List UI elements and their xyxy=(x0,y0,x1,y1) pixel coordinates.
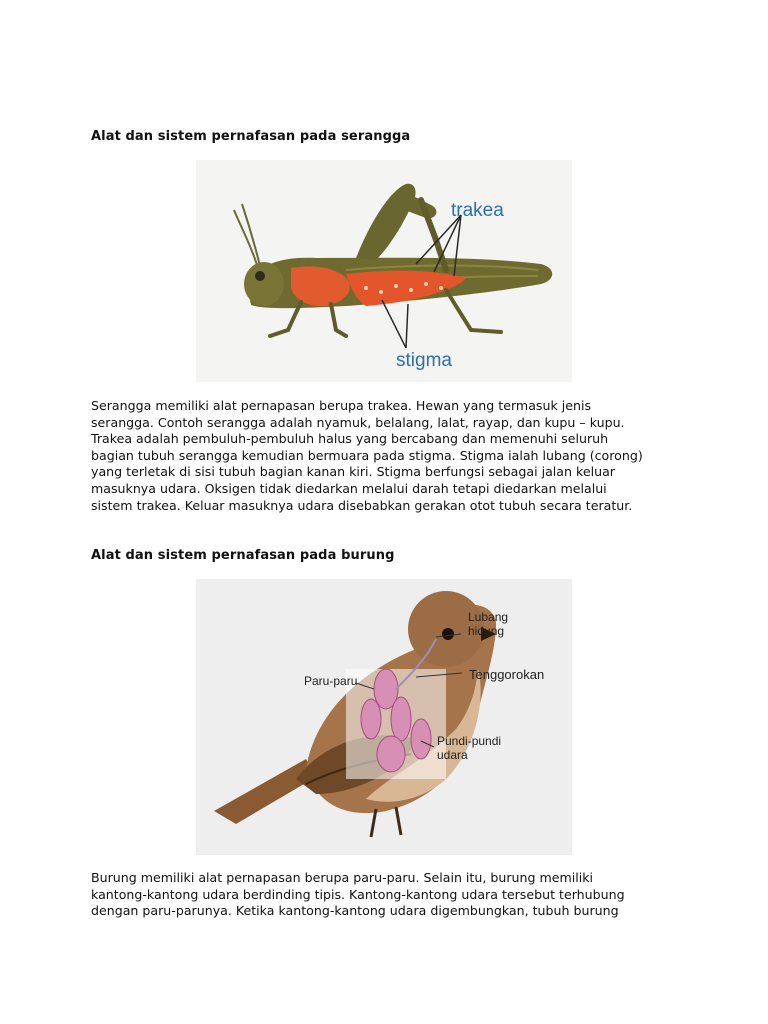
paragraph-line: yang terletak di sisi tubuh bagian kanan kiri. Stigma berfungsi sebagai jalan keluar xyxy=(91,464,615,480)
label-tenggorokan: Tenggorokan xyxy=(469,667,545,682)
paragraph-line: sistem trakea. Keluar masuknya udara disebabkan gerakan otot tubuh secara teratur. xyxy=(91,497,633,513)
paragraph-line: dengan paru-parunya. Ketika kantong-kantong udara digembungkan, tubuh burung xyxy=(91,903,619,919)
label-udara: udara xyxy=(437,748,468,762)
label-stigma: stigma xyxy=(396,350,452,371)
section-paragraph-serangga xyxy=(91,398,681,514)
paragraph-line: masuknya udara. Oksigen tidak diedarkan melalui darah tetapi diedarkan melalui xyxy=(91,480,607,496)
label-paru-paru: Paru-paru xyxy=(304,674,358,688)
section-heading-serangga: Alat dan sistem pernafasan pada serangga xyxy=(91,129,411,144)
paragraph-line: serangga. Contoh serangga adalah nyamuk, belalang, lalat, rayap, dan kupu – kupu. xyxy=(91,414,625,430)
label-hidung-line: hidung xyxy=(468,624,505,638)
paragraph-line: Trakea adalah pembuluh-pembuluh halus yang bercabang dan memenuhi seluruh xyxy=(91,431,609,447)
section-paragraph-burung xyxy=(91,870,681,920)
section-heading-burung: Alat dan sistem pernafasan pada burung xyxy=(91,548,395,563)
paragraph-line: Burung memiliki alat pernapasan berupa paru-paru. Selain itu, burung memiliki xyxy=(91,870,594,885)
label-lubang: Lubang xyxy=(468,610,509,624)
paragraph-line: Serangga memiliki alat pernapasan berupa trakea. Hewan yang termasuk jenis xyxy=(91,398,592,413)
label-pundi-pundi: Pundi-pundi xyxy=(437,734,502,748)
paragraph-line: bagian tubuh serangga kemudian bermuara pada stigma. Stigma ialah lubang (corong) xyxy=(91,447,643,463)
label-trakea: trakea xyxy=(451,200,504,221)
bird-figure xyxy=(196,579,572,855)
paragraph-line: kantong-kantong udara berdinding tipis. Kantong-kantong udara tersebut terhubung xyxy=(91,886,625,902)
grasshopper-figure xyxy=(196,160,572,382)
